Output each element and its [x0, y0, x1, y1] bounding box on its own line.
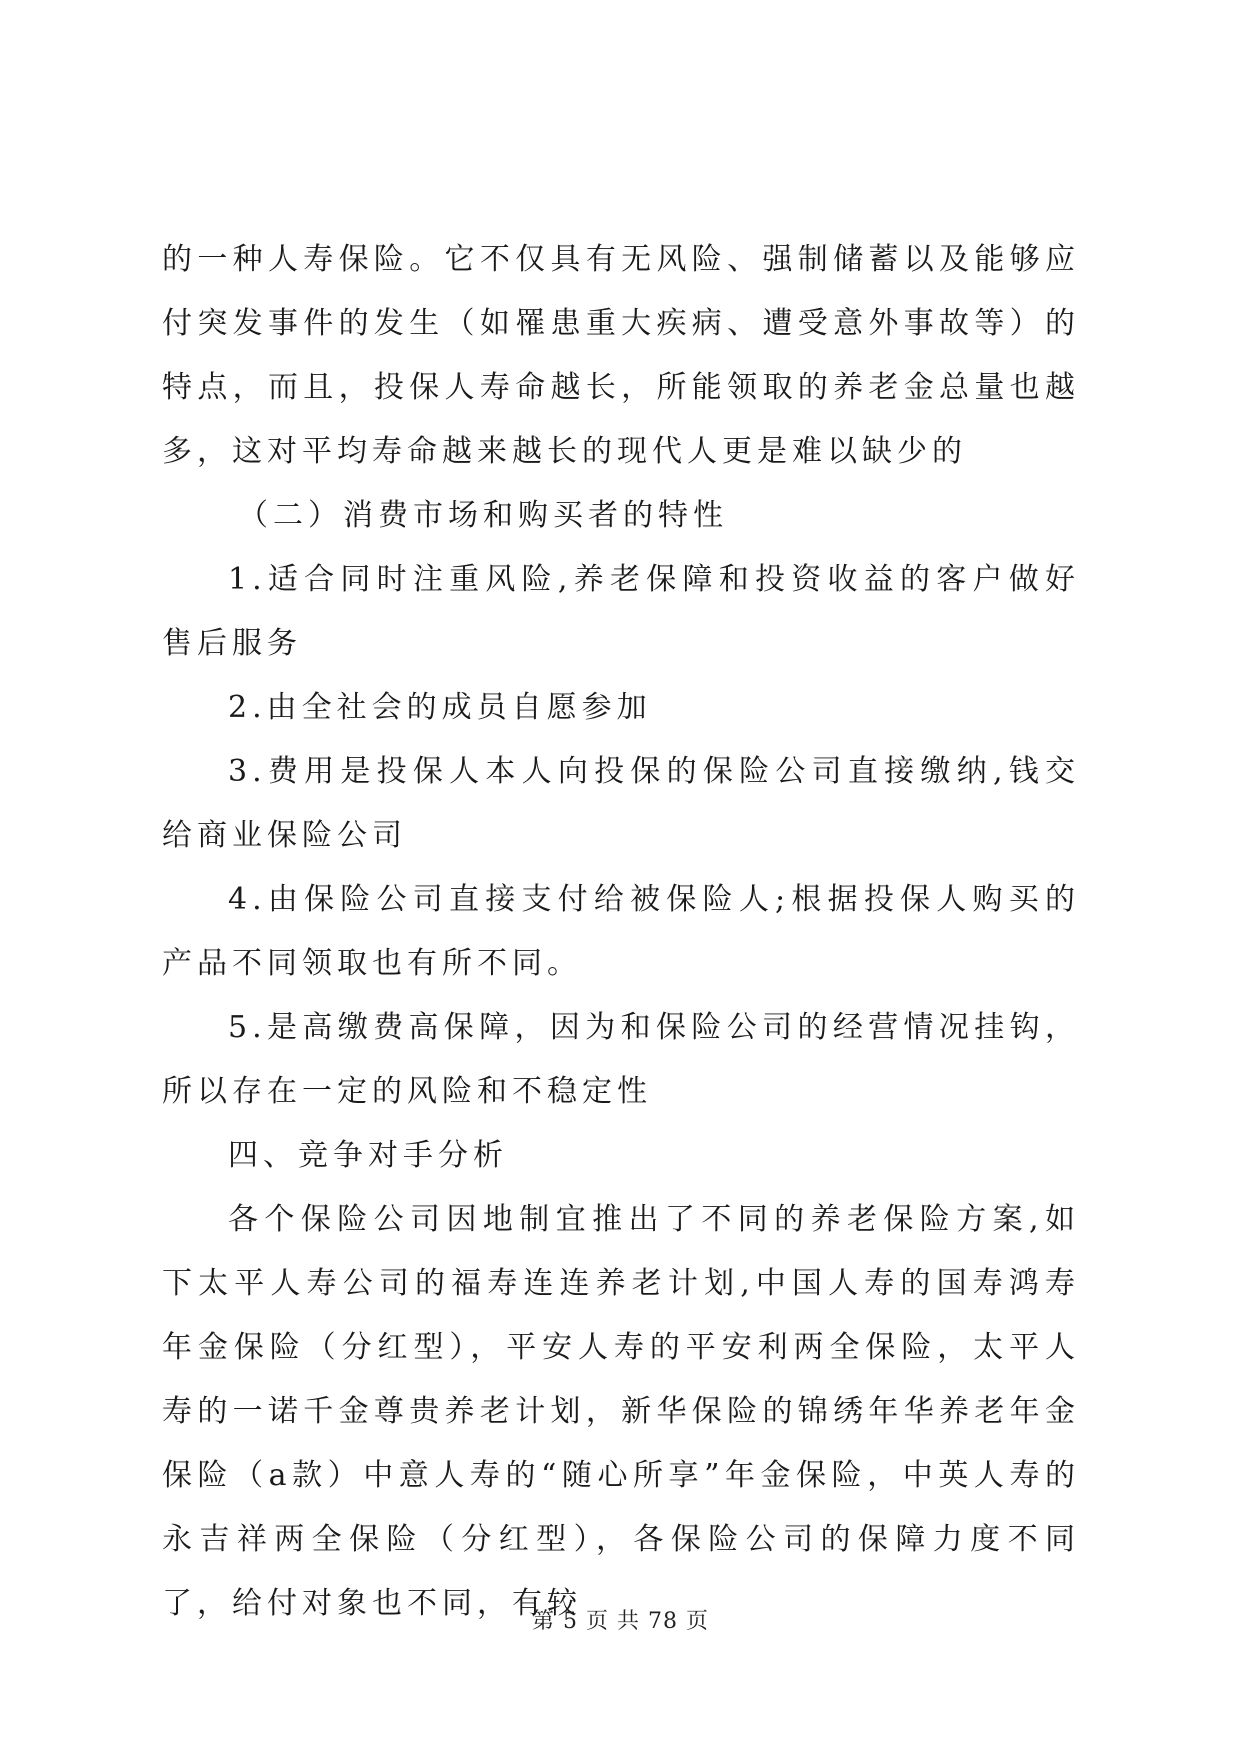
list-item-3: 3.费用是投保人本人向投保的保险公司直接缴纳,钱交给商业保险公司 [162, 754, 1080, 853]
list-item-4: 4.由保险公司直接支付给被保险人;根据投保人购买的产品不同领取也有所不同。 [162, 882, 1080, 981]
paragraph-continuation: 的一种人寿保险。它不仅具有无风险、强制储蓄以及能够应付突发事件的发生（如罹患重大疾病、遭受意外事故等）的特点，而且，投保人寿命越长，所能领取的养老金总量也越多，这对平均寿命越来越长的现代人更是难以缺少的 [162, 242, 1080, 469]
list-item-5: 5.是高缴费高保障，因为和保险公司的经营情况挂钩，所以存在一定的风险和不稳定性 [162, 1010, 1080, 1109]
section-heading-consumer-market: （二）消费市场和购买者的特性 [238, 498, 728, 533]
section-heading-competitor-analysis: 四、竞争对手分析 [228, 1138, 508, 1173]
list-item-2: 2.由全社会的成员自愿参加 [228, 690, 652, 725]
page-body [162, 228, 1080, 1636]
page-number-footer: 第 5 页 共 78 页 [532, 1609, 709, 1634]
list-item-1: 1.适合同时注重风险,养老保障和投资收益的客户做好售后服务 [162, 562, 1080, 661]
paragraph-competitors: 各个保险公司因地制宜推出了不同的养老保险方案,如下太平人寿公司的福寿连连养老计划,中国人寿的国寿鸿寿年金保险（分红型），平安人寿的平安利两全保险，太平人寿的一诺千金尊贵养老计划，新华保险的锦绣年华养老年金保险（a款）中意人寿的“随心所享”年金保险，中英人寿的永吉祥两全保险（分红型），各保险公司的保障力度不同了，给付对象也不同，有较 [162, 1202, 1080, 1621]
